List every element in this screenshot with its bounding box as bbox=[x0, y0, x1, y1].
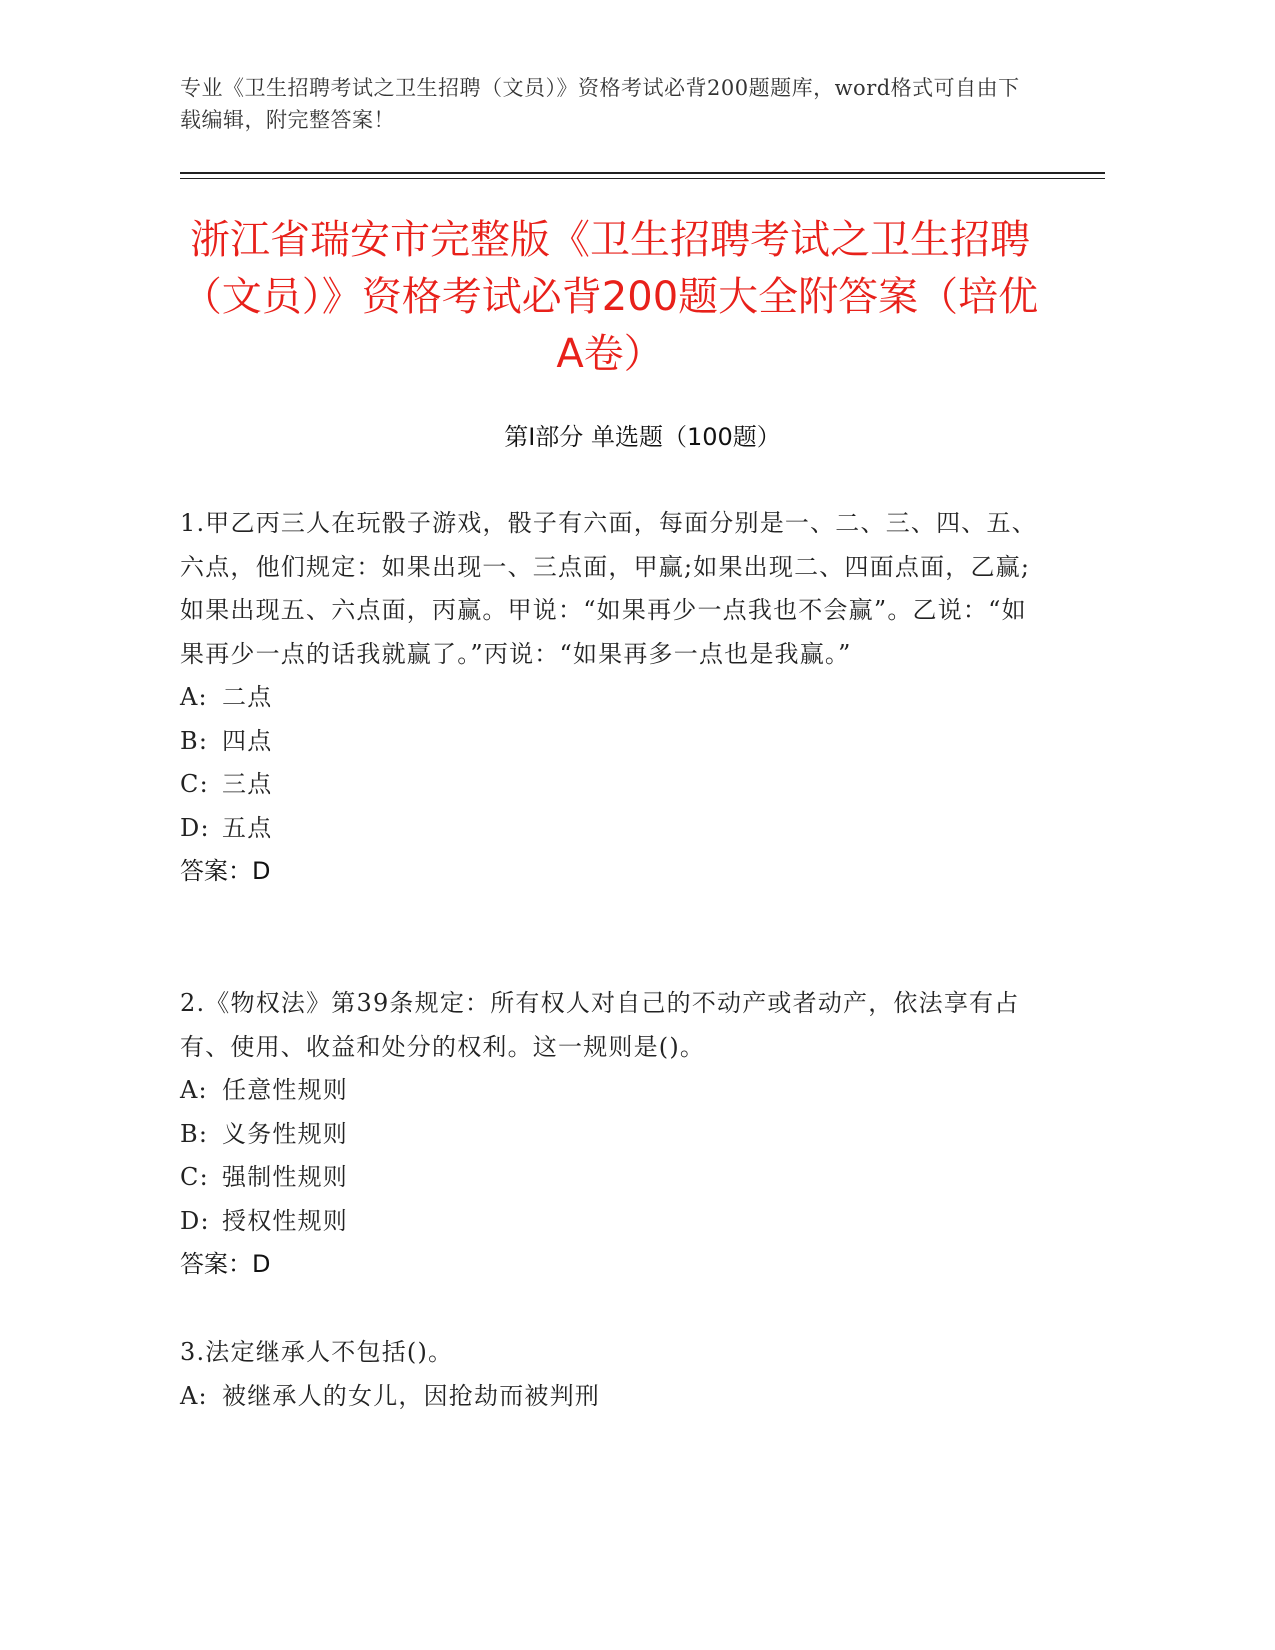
answer-line: 答案：D bbox=[180, 1250, 271, 1278]
option-a bbox=[180, 676, 1040, 720]
option-d bbox=[180, 807, 1040, 851]
header-note: 专业《卫生招聘考试之卫生招聘（文员）》资格考试必背200题题库，word格式可自由下载编辑，附完整答案！ bbox=[180, 76, 1020, 132]
question-stem: 1.甲乙丙三人在玩骰子游戏，骰子有六面，每面分别是一、二、三、四、五、六点，他们规定：如果出现一、三点面，甲赢;如果出现二、四面点面，乙赢;如果出现五、六点面，丙赢。甲说：“如果再少一点我也不会赢”。乙说：“如果再少一点的话我就赢了。”丙说：“如果再多一点也是我赢。” bbox=[180, 509, 1037, 668]
question-3 bbox=[180, 1331, 1040, 1418]
option-a bbox=[180, 1375, 1040, 1419]
document-title: 浙江省瑞安市完整版《卫生招聘考试之卫生招聘（文员）》资格考试必背200题大全附答案（培优A卷） bbox=[181, 217, 1039, 377]
option-text: 四点 bbox=[222, 726, 273, 755]
question-1 bbox=[180, 502, 1040, 894]
option-a bbox=[180, 1069, 1040, 1113]
section-heading: 第Ⅰ部分 单选题（100题） bbox=[504, 423, 781, 451]
option-key: C: bbox=[180, 1163, 209, 1191]
option-d bbox=[180, 1200, 1040, 1244]
option-text: 义务性规则 bbox=[222, 1119, 348, 1148]
option-b bbox=[180, 720, 1040, 764]
option-text: 授权性规则 bbox=[222, 1206, 348, 1235]
option-key: A: bbox=[180, 1381, 208, 1410]
question-2 bbox=[180, 982, 1040, 1287]
option-text: 二点 bbox=[222, 683, 273, 711]
option-text: 被继承人的女儿，因抢劫而被判刑 bbox=[222, 1381, 600, 1410]
header-divider-thick bbox=[180, 172, 1105, 174]
option-key: D: bbox=[180, 813, 210, 842]
answer-line: 答案：D bbox=[180, 857, 271, 885]
header-divider-thin bbox=[180, 178, 1105, 179]
option-key: D: bbox=[180, 1206, 210, 1235]
option-text: 任意性规则 bbox=[222, 1076, 348, 1104]
option-text: 五点 bbox=[222, 813, 273, 842]
question-stem: 3.法定继承人不包括()。 bbox=[180, 1338, 454, 1366]
option-text: 强制性规则 bbox=[222, 1163, 348, 1191]
option-key: C: bbox=[180, 770, 209, 798]
option-key: A: bbox=[180, 1076, 208, 1104]
option-c bbox=[180, 1156, 1040, 1200]
option-c bbox=[180, 763, 1040, 807]
option-b bbox=[180, 1113, 1040, 1157]
option-key: B: bbox=[180, 726, 209, 755]
option-text: 三点 bbox=[222, 770, 273, 798]
question-stem: 2.《物权法》第39条规定：所有权人对自己的不动产或者动产，依法享有占有、使用、收益和处分的权利。这一规则是()。 bbox=[180, 989, 1020, 1061]
option-key: B: bbox=[180, 1119, 209, 1148]
option-key: A: bbox=[180, 683, 208, 711]
